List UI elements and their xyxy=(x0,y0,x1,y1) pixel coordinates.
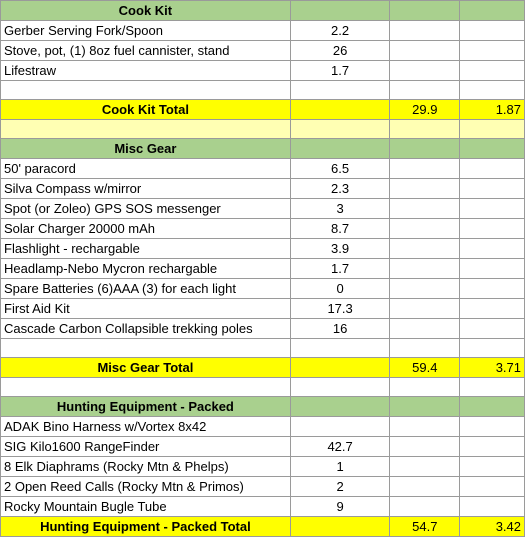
table-row xyxy=(1,259,525,279)
table-row xyxy=(1,239,525,259)
cell[interactable] xyxy=(1,339,291,358)
item-weight[interactable]: 9 xyxy=(290,497,390,517)
item-weight[interactable]: 1 xyxy=(290,457,390,477)
section-title[interactable]: Cook Kit xyxy=(1,1,291,21)
total-value[interactable]: 29.9 xyxy=(390,100,460,120)
section-title[interactable]: Misc Gear xyxy=(1,139,291,159)
item-weight[interactable]: 2.2 xyxy=(290,21,390,41)
header-cell[interactable] xyxy=(390,397,460,417)
cell[interactable] xyxy=(390,61,460,81)
item-label[interactable]: First Aid Kit xyxy=(1,299,291,319)
item-weight[interactable]: 16 xyxy=(290,319,390,339)
cell[interactable] xyxy=(390,159,460,179)
item-label[interactable]: Lifestraw xyxy=(1,61,291,81)
cell[interactable] xyxy=(390,259,460,279)
cell[interactable] xyxy=(460,417,525,437)
item-label[interactable]: ADAK Bino Harness w/Vortex 8x42 xyxy=(1,417,291,437)
item-weight[interactable]: 2.3 xyxy=(290,179,390,199)
cell[interactable] xyxy=(390,41,460,61)
cell[interactable] xyxy=(390,299,460,319)
cell[interactable] xyxy=(390,497,460,517)
cell[interactable] xyxy=(290,81,390,100)
item-label[interactable]: Rocky Mountain Bugle Tube xyxy=(1,497,291,517)
cell[interactable] xyxy=(460,21,525,41)
cell[interactable] xyxy=(460,120,525,139)
item-weight[interactable]: 42.7 xyxy=(290,437,390,457)
table-row xyxy=(1,279,525,299)
table-row xyxy=(1,417,525,437)
empty-row xyxy=(1,81,525,100)
table-row xyxy=(1,497,525,517)
table-row xyxy=(1,299,525,319)
cell[interactable] xyxy=(290,358,390,378)
empty-row xyxy=(1,339,525,358)
separator-row xyxy=(1,120,525,139)
section-header-hunting-equipment xyxy=(1,397,525,417)
item-weight[interactable]: 3.9 xyxy=(290,239,390,259)
table-row xyxy=(1,437,525,457)
item-label[interactable]: Cascade Carbon Collapsible trekking poles xyxy=(1,319,291,339)
header-cell[interactable] xyxy=(290,397,390,417)
cell[interactable] xyxy=(390,279,460,299)
table-row xyxy=(1,457,525,477)
empty-row xyxy=(1,378,525,397)
cell[interactable] xyxy=(460,41,525,61)
item-weight[interactable]: 0 xyxy=(290,279,390,299)
cell[interactable] xyxy=(390,120,460,139)
cell[interactable] xyxy=(290,100,390,120)
cell[interactable] xyxy=(460,339,525,358)
header-cell[interactable] xyxy=(290,139,390,159)
cell[interactable] xyxy=(460,319,525,339)
cell[interactable] xyxy=(290,339,390,358)
header-cell[interactable] xyxy=(460,139,525,159)
cell[interactable] xyxy=(460,259,525,279)
item-label[interactable]: Spot (or Zoleo) GPS SOS messenger xyxy=(1,199,291,219)
cell[interactable] xyxy=(390,219,460,239)
item-weight[interactable]: 8.7 xyxy=(290,219,390,239)
item-weight[interactable]: 17.3 xyxy=(290,299,390,319)
table-row xyxy=(1,41,525,61)
item-weight[interactable]: 1.7 xyxy=(290,259,390,279)
cell[interactable] xyxy=(460,61,525,81)
total-value[interactable]: 54.7 xyxy=(390,517,460,537)
table-row xyxy=(1,21,525,41)
cell[interactable] xyxy=(1,81,291,100)
item-label[interactable]: Headlamp-Nebo Mycron rechargable xyxy=(1,259,291,279)
table-row xyxy=(1,199,525,219)
header-cell[interactable] xyxy=(290,1,390,21)
item-weight[interactable] xyxy=(290,417,390,437)
item-label[interactable]: Flashlight - rechargable xyxy=(1,239,291,259)
total-label[interactable]: Hunting Equipment - Packed Total xyxy=(1,517,291,537)
table-row xyxy=(1,319,525,339)
table-row xyxy=(1,61,525,81)
item-label[interactable]: Silva Compass w/mirror xyxy=(1,179,291,199)
cell[interactable] xyxy=(460,239,525,259)
cell[interactable] xyxy=(390,319,460,339)
total-alt-value[interactable]: 3.42 xyxy=(460,517,525,537)
cell[interactable] xyxy=(1,378,291,397)
item-label[interactable]: 50' paracord xyxy=(1,159,291,179)
cell[interactable] xyxy=(290,120,390,139)
cell[interactable] xyxy=(390,199,460,219)
cell[interactable] xyxy=(460,497,525,517)
item-weight[interactable]: 2 xyxy=(290,477,390,497)
cell[interactable] xyxy=(460,279,525,299)
table-row xyxy=(1,159,525,179)
total-row-misc-gear xyxy=(1,358,525,378)
total-label[interactable]: Misc Gear Total xyxy=(1,358,291,378)
total-alt-value[interactable]: 3.71 xyxy=(460,358,525,378)
total-row-cook-kit xyxy=(1,100,525,120)
item-label[interactable]: Gerber Serving Fork/Spoon xyxy=(1,21,291,41)
total-value[interactable]: 59.4 xyxy=(390,358,460,378)
header-cell[interactable] xyxy=(460,1,525,21)
cell[interactable] xyxy=(390,239,460,259)
table-row xyxy=(1,219,525,239)
cell[interactable] xyxy=(390,339,460,358)
item-weight[interactable]: 1.7 xyxy=(290,61,390,81)
header-cell[interactable] xyxy=(390,1,460,21)
table-row xyxy=(1,179,525,199)
item-label[interactable]: Solar Charger 20000 mAh xyxy=(1,219,291,239)
item-label[interactable]: 2 Open Reed Calls (Rocky Mtn & Primos) xyxy=(1,477,291,497)
total-label[interactable]: Cook Kit Total xyxy=(1,100,291,120)
cell[interactable] xyxy=(460,199,525,219)
header-cell[interactable] xyxy=(460,397,525,417)
section-header-cook-kit xyxy=(1,1,525,21)
cell[interactable] xyxy=(1,120,291,139)
cell[interactable] xyxy=(460,457,525,477)
table-row xyxy=(1,477,525,497)
item-label[interactable]: SIG Kilo1600 RangeFinder xyxy=(1,437,291,457)
section-header-misc-gear xyxy=(1,139,525,159)
cell[interactable] xyxy=(390,81,460,100)
cell[interactable] xyxy=(390,378,460,397)
item-weight[interactable]: 3 xyxy=(290,199,390,219)
total-alt-value[interactable]: 1.87 xyxy=(460,100,525,120)
cell[interactable] xyxy=(390,477,460,497)
cell[interactable] xyxy=(460,159,525,179)
cell[interactable] xyxy=(460,378,525,397)
cell[interactable] xyxy=(460,437,525,457)
item-label[interactable]: 8 Elk Diaphrams (Rocky Mtn & Phelps) xyxy=(1,457,291,477)
cell[interactable] xyxy=(390,179,460,199)
cell[interactable] xyxy=(390,457,460,477)
item-weight[interactable]: 26 xyxy=(290,41,390,61)
cell[interactable] xyxy=(460,299,525,319)
cell[interactable] xyxy=(390,21,460,41)
cell[interactable] xyxy=(460,179,525,199)
cell[interactable] xyxy=(460,81,525,100)
section-title[interactable]: Hunting Equipment - Packed xyxy=(1,397,291,417)
item-label[interactable]: Stove, pot, (1) 8oz fuel cannister, stand xyxy=(1,41,291,61)
cell[interactable] xyxy=(460,477,525,497)
cell[interactable] xyxy=(390,417,460,437)
item-label[interactable]: Spare Batteries (6)AAA (3) for each light xyxy=(1,279,291,299)
header-cell[interactable] xyxy=(390,139,460,159)
total-row-hunting-equipment xyxy=(1,517,525,537)
item-weight[interactable]: 6.5 xyxy=(290,159,390,179)
cell[interactable] xyxy=(290,378,390,397)
cell[interactable] xyxy=(390,437,460,457)
cell[interactable] xyxy=(290,517,390,537)
cell[interactable] xyxy=(460,219,525,239)
